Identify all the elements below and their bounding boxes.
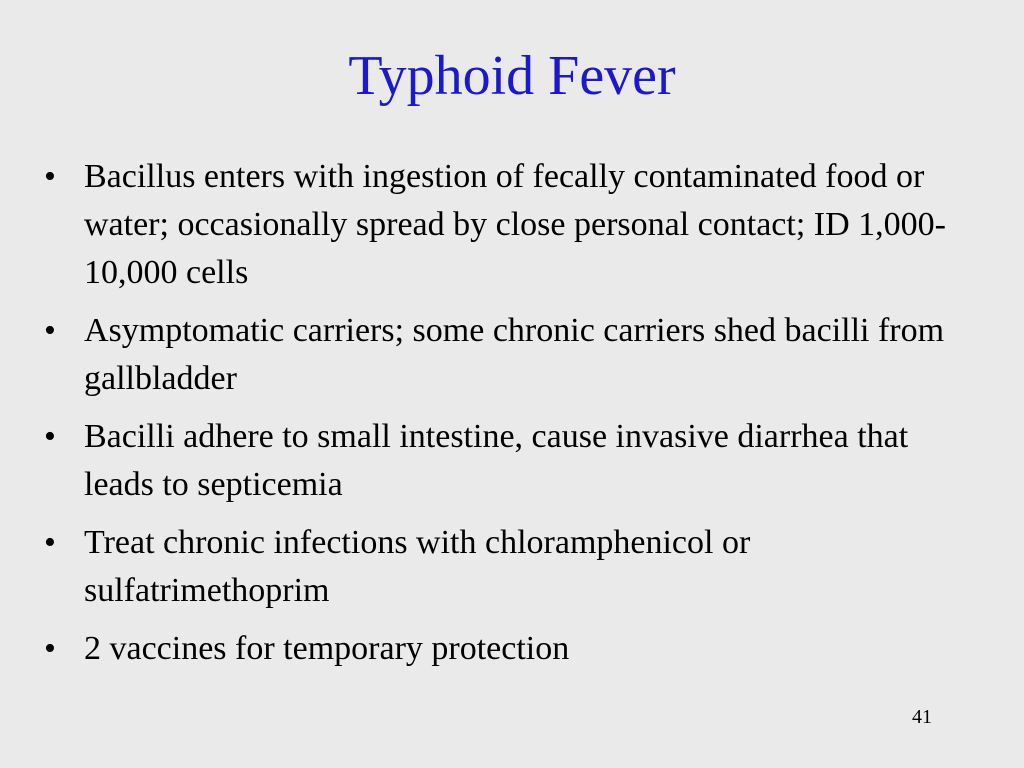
bullet-text: Treat chronic infections with chloramphenicol or sulfatrimethoprim <box>84 524 751 609</box>
bullet-item <box>40 519 980 615</box>
bullet-text: Asymptomatic carriers; some chronic carriers shed bacilli from gallbladder <box>84 312 945 397</box>
bullet-marker: • <box>44 524 56 561</box>
bullet-item <box>40 153 980 297</box>
slide-title: Typhoid Fever <box>348 45 676 107</box>
bullet-text: Bacillus enters with ingestion of fecally contaminated food or water; occasionally spread by close personal contact; ID 1,000-10,000 cells <box>84 158 946 291</box>
bullet-text: 2 vaccines for temporary protection <box>84 630 570 667</box>
page-number: 41 <box>912 706 932 728</box>
bullet-list <box>40 153 980 683</box>
bullet-marker: • <box>44 630 56 667</box>
bullet-marker: • <box>44 158 56 195</box>
bullet-item <box>40 413 980 509</box>
bullet-marker: • <box>44 312 56 349</box>
bullet-item <box>40 307 980 403</box>
bullet-item <box>40 625 980 673</box>
bullet-marker: • <box>44 418 56 455</box>
bullet-text: Bacilli adhere to small intestine, cause invasive diarrhea that leads to septicemia <box>84 418 909 503</box>
